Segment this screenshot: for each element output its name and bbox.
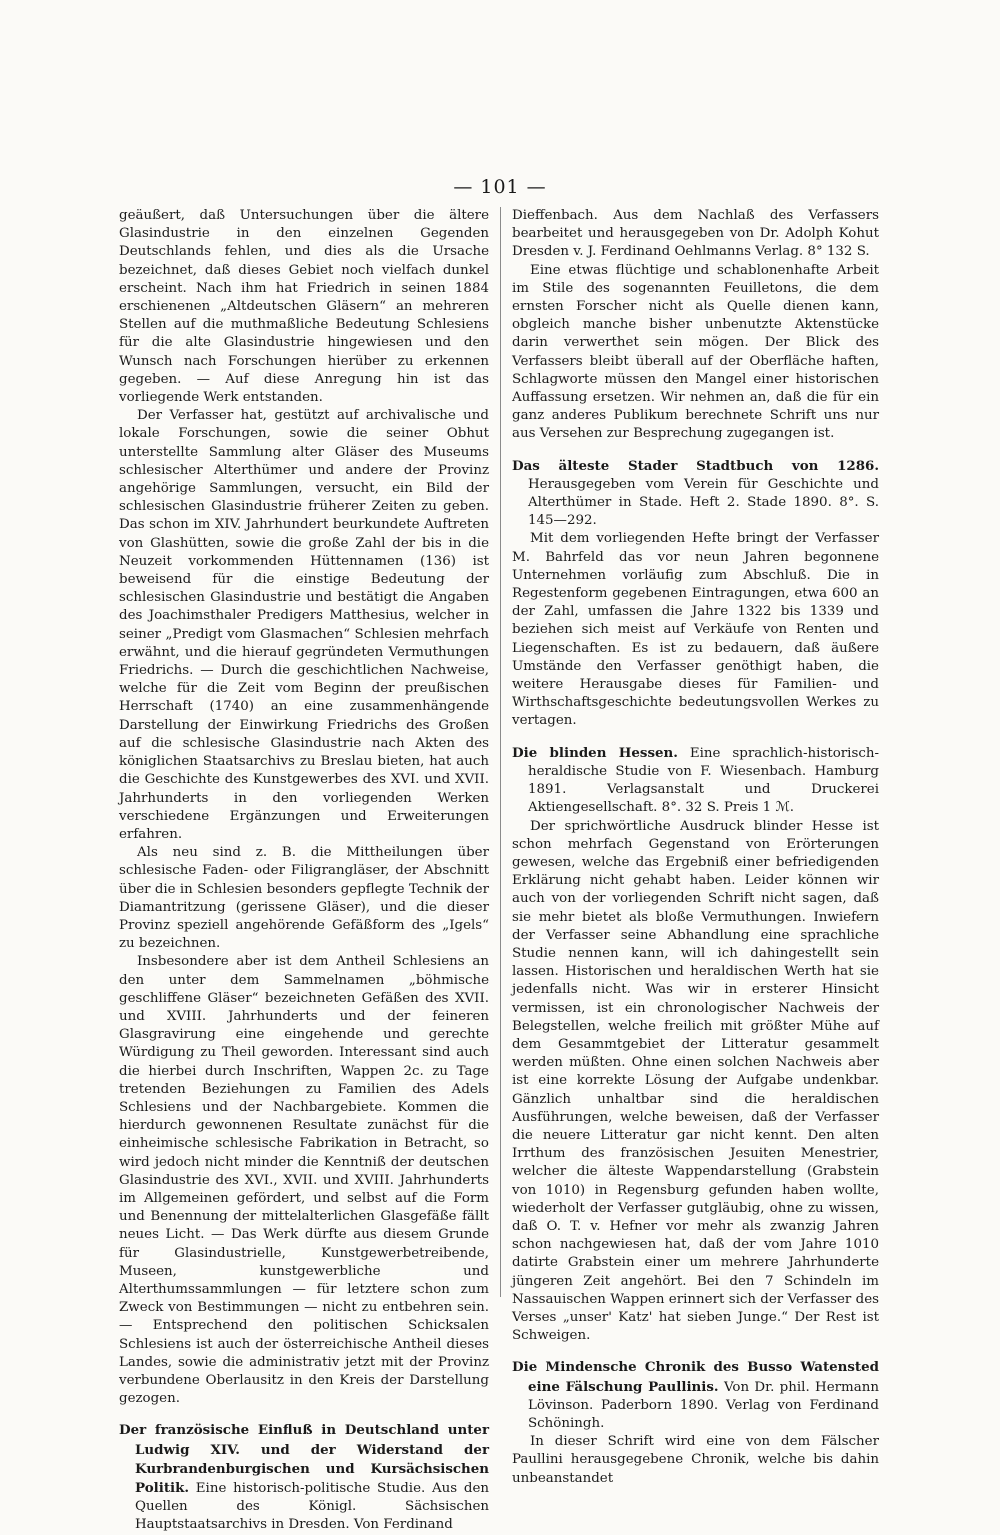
bibliographic-entry-minden	[512, 1358, 879, 1487]
entry-review: In dieser Schrift wird eine von dem Fälscher Paullini herausgegebene Chronik, welche bis dahin unbeanstandet	[512, 1434, 879, 1486]
entry-title: Die blinden Hessen.	[512, 744, 678, 761]
bibliographic-entry-stade	[512, 457, 879, 731]
left-paragraph-1: geäußert, daß Untersuchungen über die ältere Glasindustrie in den einzelnen Gegenden Deutschlands fehlen, und dies als die Ursache bezeichnet, daß dieses Gebiet noch vielfach dunkel erscheint. Nach ihm hat Friedrich in seinen 1884 erschienenen „Altdeutschen Gläsern“ an mehreren Stellen auf die muthmaßliche Bedeutung Schlesiens für die alte Glasindustrie hingewiesen und den Wunsch nach Forschungen hierüber zu erkennen gegeben. — Auf diese Anregung hin ist das vorliegende Werk entstanden.	[119, 208, 489, 406]
entry-heading	[512, 744, 879, 818]
left-paragraph-3: Als neu sind z. B. die Mittheilungen über schlesische Faden- oder Filigrangläser, der Abschnitt über die in Schlesien besonders gepflegte Technik der Diamantritzung (gerissene Gläser), und die dieser Provinz speziell angehörende Gefäßform des „Igels“ zu bezeichnen.	[119, 845, 489, 952]
entry-review: Der sprichwörtliche Ausdruck blinder Hesse ist schon mehrfach Gegenstand von Erörterungen gewesen, welche das Ergebniß einer befriedigenden Erklärung nicht gehabt haben. Leider können wir auch von der vorliegenden Schrift nicht sagen, daß sie mehr bietet als bloße Vermuthungen. Inwiefern der Verfasser seine Abhandlung eine sprachliche Studie nennen kann, will ich dahingestellt sein lassen. Historischen und heraldischen Werth hat sie jedenfalls nicht. Was wir in ersterer Hinsicht vermissen, ist ein chronologischer Nachweis der Belegstellen, welche freilich mit größter Mühe auf dem Gesammtgebiet der Litteratur gesammelt werden müßten. Ohne einen solchen Nachweis aber ist eine korrekte Lösung der Aufgabe undenkbar. Gänzlich unhaltbar sind die heraldischen Ausführungen, welche beweisen, daß der Verfasser die neuere Litteratur gar nicht kennt. Den alten Irrthum des französischen Jesuiten Menestrier, welcher die älteste Wappendarstellung (Grabstein von 1010) in Regensburg gefunden haben wollte, wiederholt der Verfasser gutgläubig, ohne zu wissen, daß O. T. v. Hefner vor mehr als zwanzig Jahren schon nachgewiesen hat, daß der vom Jahre 1010 datirte Grabstein einer um mehrere Jahrhunderte jüngeren Zeit angehört. Bei den 7 Schindeln im Nassauischen Wappen erinnert sich der Verfasser des Verses „unser' Katz' hat sieben Junge.“ Der Rest ist Schweigen.	[512, 818, 879, 1344]
left-paragraph-4: Insbesondere aber ist dem Antheil Schlesiens an den unter dem Sammelnamen „böhmische geschliffene Gläser“ bezeichneten Gefäßen des XVII. und XVIII. Jahrhunderts und der feineren Glasgravirung eine eingehende und gerechte Würdigung zu Theil geworden. Interessant sind auch die hierbei durch Inschriften, Wappen 2c. zu Tage tretenden Beziehungen zu Familien des Adels Schlesiens und der Nachbargebiete. Kommen die hierdurch gewonnenen Resultate zunächst für die einheimische schlesische Fabrikation in Betracht, so wird jedoch nicht minder die Kenntniß der deutschen Glasindustrie des XVI., XVII. und XVIII. Jahrhunderts im Allgemeinen gefördert, und selbst auf die Form und Benennung der mittelalterlichen Glasgefäße fällt neues Licht. — Das Werk dürfte aus diesem Grunde für Glasindustrielle, Kunstgewerbetreibende, Museen, kunstgewerbliche und Alterthumssammlungen — für letztere schon zum Zweck von Bestimmungen — nicht zu entbehren sein. — Entsprechend den politischen Schicksalen Schlesiens ist auch der österreichische Antheil dieses Landes, sowie die administrativ jetzt mit der Provinz verbundene Oberlausitz in den Kreis der Darstellung gezogen.	[119, 954, 489, 1407]
entry-heading	[512, 1358, 879, 1433]
page-number: — 101 —	[453, 176, 547, 198]
column-divider	[500, 207, 501, 1297]
left-paragraph-2: Der Verfasser hat, gestützt auf archivalische und lokale Forschungen, sowie die seiner Obhut unterstellte Sammlung alter Gläser des Museums schlesischer Alterthümer und andere der Provinz angehörige Sammlungen, versucht, ein Bild der schlesischen Glasindustrie früherer Zeiten zu geben. Das schon im XIV. Jahrhundert beurkundete Auftreten von Glashütten, sowie die große Zahl der bis in die Neuzeit vorkommenden Hüttennamen (136) ist beweisend für die einstige Bedeutung der schlesischen Glasindustrie und bestätigt die Angaben des Joachimsthaler Predigers Matthesius, welcher in seiner „Predigt vom Glasmachen“ Schlesien mehrfach erwähnt, und die hierauf gegründeten Vermuthungen Friedrichs. — Durch die geschichtlichen Nachweise, welche für die Zeit vom Beginn der preußischen Herrschaft (1740) an eine zusammenhängende Darstellung der Einwirkung Friedrichs des Großen auf die schlesische Glasindustrie nach Akten des königlichen Staatsarchivs zu Breslau bieten, hat auch die Geschichte des Kunstgewerbes des XVI. und XVII. Jahrhunderts in den vorliegenden Werken verschiedene Ergänzungen und Erweiterungen erfahren.	[119, 408, 489, 842]
left-column	[119, 207, 489, 1535]
entry-heading	[119, 1421, 489, 1534]
entry-heading	[512, 457, 879, 531]
entry-review: Mit dem vorliegenden Hefte bringt der Verfasser M. Bahrfeld das vor neun Jahren begonnene Unternehmen vorläufig zum Abschluß. Die in Regestenform gegebenen Eintragungen, etwa 600 an der Zahl, umfassen die Jahre 1322 bis 1339 und beziehen sich meist auf Verkäufe von Renten und Liegenschaften. Es ist zu bedauern, daß äußere Umstände den Verfasser genöthigt haben, die weitere Herausgabe dieses für Familien- und Wirthschaftsgeschichte bedeutungsvollen Werkes zu vertagen.	[512, 531, 879, 729]
entry-title: Die Mindensche Chronik des Busso Watensted eine Fälschung Paullinis.	[512, 1359, 879, 1395]
bibliographic-entry-hessen	[512, 744, 879, 1346]
right-column	[512, 207, 879, 1488]
entry-title: Der französische Einfluß in Deutschland unter Ludwig XIV. und der Widerstand der Kurbrandenburgischen und Kursächsischen Politik.	[119, 1422, 489, 1497]
entry-citation: Herausgegeben vom Verein für Geschichte und Alterthümer in Stade. Heft 2. Stade 1890. 8°. S. 145—292.	[528, 476, 879, 529]
entry-citation: Eine sprachlich-historisch-heraldische Studie von F. Wiesenbach. Hamburg 1891. Verlagsanstalt und Druckerei Aktiengesellschaft. 8°. 32 S. Preis 1 ℳ.	[528, 745, 879, 816]
entry-citation: Von Dr. phil. Hermann Lövinson. Paderborn 1890. Verlag von Ferdinand Schöningh.	[528, 1379, 879, 1431]
right-intro-review: Eine etwas flüchtige und schablonenhafte Arbeit im Stile des sogenannten Feuilletons, die dem ernsten Forscher nicht als Quelle dienen kann, obgleich manche bisher unbenutzte Aktenstücke darin verwerthet sein mögen. Der Blick des Verfassers bleibt überall auf der Oberfläche haften, Schlagworte müssen den Mangel einer historischen Auffassung ersetzen. Wir nehmen an, daß die für ein ganz anderes Publikum berechnete Schrift uns nur aus Versehen zur Besprechung zugegangen ist.	[512, 262, 879, 442]
right-intro-citation: Dieffenbach. Aus dem Nachlaß des Verfassers bearbeitet und herausgegeben von Dr. Adolph Kohut Dresden v. J. Ferdinand Oehlmanns Verlag. 8° 132 S.	[512, 208, 879, 260]
entry-citation: Eine historisch-politische Studie. Aus den Quellen des Königl. Sächsischen Hauptstaatsarchivs in Dresden. Von Ferdinand	[135, 1481, 489, 1533]
bibliographic-entry-ludwig	[119, 1421, 489, 1534]
entry-title: Das älteste Stader Stadtbuch von 1286.	[512, 457, 879, 474]
